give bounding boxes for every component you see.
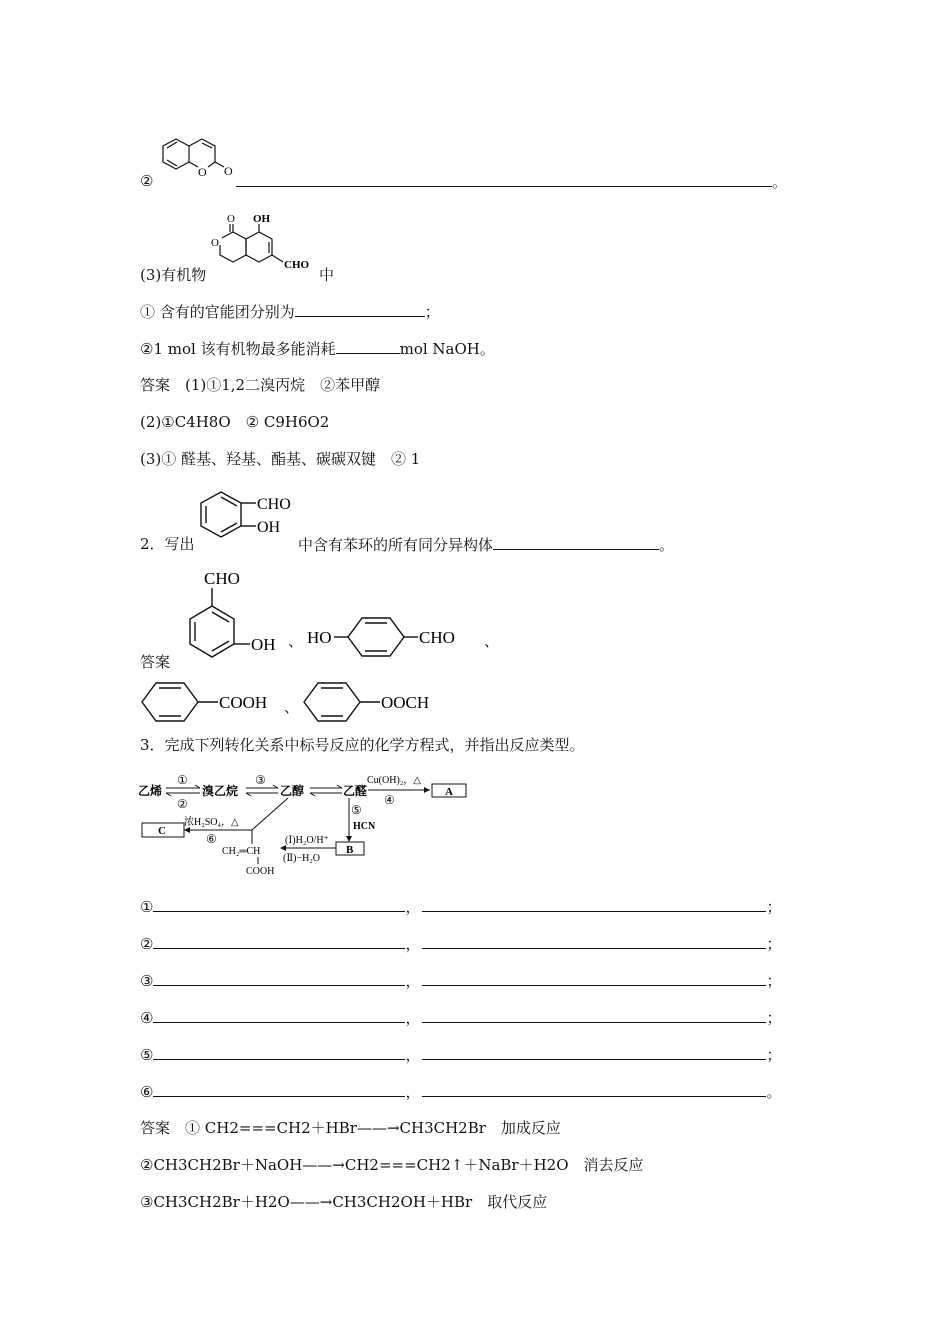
answer2-label: 答案	[140, 653, 171, 671]
iso4-OOCH: OOCH	[381, 693, 430, 712]
q1-part3-sub2	[140, 337, 495, 359]
scheme-cond-ii: (Ⅱ)−H₂O	[283, 853, 321, 864]
lactone-structure	[205, 210, 320, 280]
q2-text	[298, 533, 674, 556]
q3-blank-row	[140, 969, 781, 991]
q2-number: 2．写出	[140, 535, 195, 553]
q2-text-after: 中含有苯环的所有同分异构体	[298, 536, 494, 554]
answer1-line1: 答案 (1)①1,2二溴丙烷 ②苯甲醇	[140, 376, 381, 394]
q3-row-end: ；	[766, 972, 782, 990]
isomer-benzoic-acid	[140, 678, 280, 726]
q3-title: 3．完成下列转化关系中标号反应的化学方程式，并指出反应类型。	[140, 736, 585, 754]
scheme-cond4: Cu(OH)₂，△	[367, 775, 421, 786]
coumarin-structure	[156, 132, 238, 184]
q3-type-blank[interactable]	[422, 969, 766, 986]
scheme-r5: ⑤	[351, 803, 362, 817]
q3-row-marker: ③	[140, 972, 154, 990]
scheme-acetaldehyde: 乙醛	[343, 784, 368, 798]
q1-part3-suffix: 中	[319, 266, 335, 284]
q3-type-blank[interactable]	[422, 1006, 766, 1023]
iso2-HO: HO	[307, 628, 332, 647]
q3-blank-row	[140, 1080, 781, 1102]
scheme-box-B: B	[346, 844, 354, 856]
scheme-ethanol: 乙醇	[280, 784, 305, 798]
salicyl-CHO: CHO	[257, 496, 291, 513]
iso2-CHO: CHO	[419, 628, 455, 647]
q3-row-marker: ④	[140, 1009, 154, 1027]
answer1-line3: (3)① 醛基、羟基、酯基、碳碳双键 ② 1	[140, 450, 421, 468]
answer2-sep1: 、	[288, 632, 304, 650]
q3-equation-blank[interactable]	[153, 969, 405, 986]
q3-row-marker: ⑥	[140, 1083, 154, 1101]
q3-type-blank[interactable]	[422, 932, 766, 949]
q3-type-blank[interactable]	[422, 1043, 766, 1060]
coumarin-carbonyl-O: O	[224, 164, 233, 178]
q1-sub1-label: ① 含有的官能团分别为	[140, 303, 295, 321]
q1-item2-marker: ②	[140, 172, 154, 190]
scheme-r4: ④	[384, 793, 395, 807]
isomer-meta-hydroxybenzaldehyde	[186, 566, 286, 670]
q3-row-end: ；	[766, 1009, 782, 1027]
q3-row-marker: ①	[140, 898, 154, 916]
q3-row-end: ；	[766, 935, 782, 953]
scheme-box-C: C	[158, 825, 166, 837]
q3-row-end: ；	[766, 898, 782, 916]
iso3-COOH: COOH	[219, 693, 268, 712]
q3-row-comma: ，	[405, 935, 421, 953]
coumarin-ring-O: O	[198, 165, 207, 179]
scheme-r3: ③	[255, 773, 266, 787]
q1-sub2-label: ②1 mol 该有机物最多能消耗	[140, 340, 336, 358]
answer2-sep2: 、	[484, 632, 500, 650]
q2-blank[interactable]	[493, 533, 659, 550]
scheme-r1: ①	[177, 773, 188, 787]
scheme-hcn: HCN	[353, 821, 376, 832]
q1-item2-end: 。	[772, 173, 788, 191]
q3-row-comma: ，	[405, 898, 421, 916]
q3-equation-blank[interactable]	[153, 1006, 405, 1023]
q3-row-comma: ，	[405, 1083, 421, 1101]
q3-blank-row	[140, 932, 781, 954]
q1-sub1-blank[interactable]	[295, 300, 425, 317]
reaction-scheme	[138, 768, 478, 880]
answer3-line3: ③CH3CH2Br＋H2O——→CH3CH2OH＋HBr 取代反应	[140, 1193, 548, 1211]
q3-row-end: 。	[766, 1083, 782, 1101]
lactone-ring-O: O	[211, 237, 219, 249]
answer3-line1: 答案 ① CH2===CH2＋HBr——→CH3CH2Br 加成反应	[140, 1119, 561, 1137]
q3-type-blank[interactable]	[422, 895, 766, 912]
scheme-acrylic-bottom: COOH	[246, 866, 275, 877]
answer3-line2: ②CH3CH2Br＋NaOH——→CH2===CH2↑＋NaBr＋H2O 消去反应	[140, 1156, 644, 1174]
scheme-ethylene: 乙烯	[138, 784, 163, 798]
q1-part3-sub1	[140, 300, 440, 322]
q3-equation-blank[interactable]	[153, 1043, 405, 1060]
q3-row-comma: ，	[405, 1009, 421, 1027]
scheme-acrylic-top: CH₂═CH	[222, 846, 261, 857]
salicyl-OH: OH	[257, 519, 281, 536]
q3-equation-blank[interactable]	[153, 1080, 405, 1097]
q3-row-comma: ，	[405, 972, 421, 990]
q3-blank-row	[140, 1006, 781, 1028]
q3-row-marker: ②	[140, 935, 154, 953]
lactone-carbonyl-O: O	[227, 213, 235, 225]
q1-part3-prefix: (3)有机物	[140, 266, 207, 284]
scheme-bromoethane: 溴乙烷	[202, 784, 239, 798]
isomer-para-hydroxybenzaldehyde	[306, 612, 478, 660]
q1-sub2-unit: mol NaOH。	[399, 340, 495, 358]
q3-blank-row	[140, 895, 781, 917]
scheme-r6: ⑥	[206, 832, 217, 846]
scheme-box-A: A	[445, 786, 453, 798]
answer1-line2: (2)①C4H8O ② C9H6O2	[140, 413, 330, 431]
q1-sub1-end: ；	[424, 303, 440, 321]
lactone-CHO: CHO	[284, 259, 310, 271]
salicylaldehyde-structure	[196, 486, 300, 552]
q3-equation-blank[interactable]	[153, 895, 405, 912]
answer2-sep3: 、	[284, 698, 300, 716]
iso1-CHO: CHO	[204, 569, 240, 588]
scheme-cond-i: (Ⅰ)H₂O/H⁺	[285, 835, 329, 846]
scheme-cond6: 浓H₂SO₄，△	[184, 817, 239, 828]
q1-sub2-blank[interactable]	[336, 337, 400, 354]
q3-blank-row	[140, 1043, 781, 1065]
q3-row-marker: ⑤	[140, 1046, 154, 1064]
iso1-OH: OH	[251, 635, 276, 654]
q3-equation-blank[interactable]	[153, 932, 405, 949]
q1-item2-blank[interactable]	[236, 170, 787, 192]
q1-item2	[140, 170, 153, 192]
isomer-phenyl-formate	[302, 678, 442, 726]
q3-row-end: ；	[766, 1046, 782, 1064]
scheme-r2: ②	[177, 797, 188, 811]
q3-type-blank[interactable]	[422, 1080, 766, 1097]
q2-end: 。	[659, 536, 675, 554]
q3-row-comma: ，	[405, 1046, 421, 1064]
lactone-OH: OH	[253, 213, 271, 225]
